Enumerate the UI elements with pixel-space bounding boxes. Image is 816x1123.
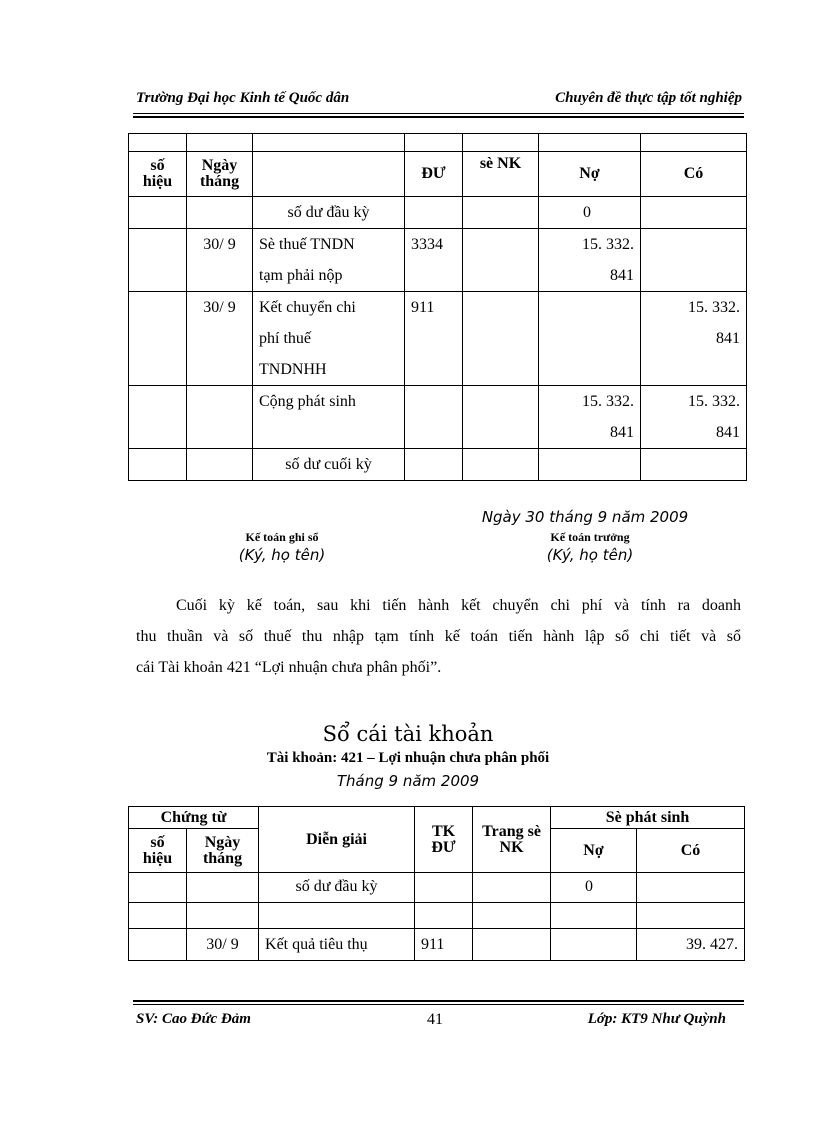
col-co: Có <box>637 829 745 873</box>
table-row <box>129 903 745 929</box>
table-header-row <box>129 807 745 829</box>
col-dien-giai <box>253 152 405 197</box>
paragraph-line: thu thuần và số thuế thu nhập tạm tính kế toán tiến hành lập sổ chi tiết và sổ <box>136 628 741 645</box>
row-credit-line: 841 <box>716 424 740 441</box>
row-desc-line: Cộng phát sinh <box>259 393 356 410</box>
row-desc-line: phí thuế <box>259 330 311 347</box>
ledger-title: Sổ cái tài khoản <box>322 722 494 746</box>
header-school: Trường Đại học Kinh tế Quốc dân <box>136 90 350 106</box>
ledger-subtitle: Tài khoản: 421 – Lợi nhuận chưa phân phối <box>266 750 550 766</box>
row-desc: số dư cuối kỳ <box>253 449 405 481</box>
ledger-table-1 <box>128 133 747 481</box>
col-se-nk: sè NK <box>463 152 539 197</box>
row-account: 911 <box>415 929 473 961</box>
row-date: 30/ 9 <box>187 929 259 961</box>
col-tk-du: TK ĐƯ <box>415 807 473 873</box>
row-debit-line: 841 <box>610 424 634 441</box>
paragraph-line: Cuối kỳ kế toán, sau khi tiến hành kết chuyển chi phí và tính ra doanh <box>176 597 741 614</box>
paragraph-line: cái Tài khoản 421 “Lợi nhuận chưa phân phối”. <box>136 659 442 676</box>
header-rule-bottom <box>133 116 744 118</box>
row-date: 30/ 9 <box>187 292 253 386</box>
signature-right-title: Kế toán trưởng <box>550 530 630 544</box>
header-topic: Chuyên đề thực tập tốt nghiệp <box>555 90 742 106</box>
table-row <box>129 197 747 229</box>
signature-date: Ngày 30 tháng 9 năm 2009 <box>481 508 689 526</box>
col-ngay-thang: Ngày tháng <box>187 152 253 197</box>
row-desc-line: tạm phải nộp <box>259 267 343 284</box>
row-desc: Kết quả tiêu thụ <box>259 929 415 961</box>
signature-right-sub: (Ký, họ tên) <box>546 546 634 564</box>
row-desc-line: TNDNHH <box>259 361 327 378</box>
row-desc-line: Kết chuyển chi <box>259 299 356 316</box>
col-du: ĐƯ <box>405 152 463 197</box>
row-credit: 39. 427. <box>637 929 745 961</box>
col-no: Nợ <box>539 152 641 197</box>
table-row <box>129 449 747 481</box>
table-row <box>129 929 745 961</box>
footer-page-number: 41 <box>427 1011 443 1028</box>
col-so-hieu: số hiệu <box>129 152 187 197</box>
row-credit-line: 15. 332. <box>688 393 740 410</box>
table-row <box>129 229 747 292</box>
row-debit-line: 15. 332. <box>582 393 634 410</box>
table-header-row <box>129 152 747 197</box>
col-ngay-thang: Ngày tháng <box>187 829 259 873</box>
row-account: 3334 <box>405 229 463 292</box>
table-row <box>129 386 747 449</box>
row-account: 911 <box>405 292 463 386</box>
signature-left-title: Kế toán ghi sổ <box>245 530 319 544</box>
ledger-period: Tháng 9 năm 2009 <box>336 772 480 790</box>
footer-rule-bottom <box>133 1004 744 1005</box>
footer-rule-top <box>133 1000 744 1002</box>
row-credit-line: 841 <box>716 330 740 347</box>
table-row <box>129 292 747 386</box>
table-row <box>129 873 745 903</box>
col-phat-sinh: Sè phát sinh <box>551 807 745 829</box>
row-desc: số dư đầu kỳ <box>253 197 405 229</box>
row-date: 30/ 9 <box>187 229 253 292</box>
row-debit: 0 <box>551 873 637 903</box>
row-debit: 0 <box>539 197 641 229</box>
col-so-hieu: số hiệu <box>129 829 187 873</box>
footer-student: SV: Cao Đức Đảm <box>136 1011 251 1027</box>
col-trang-nk: Trang sè NK <box>473 807 551 873</box>
row-credit-line: 15. 332. <box>688 299 740 316</box>
row-debit-line: 15. 332. <box>582 236 634 253</box>
row-desc-line: Sè thuế TNDN <box>259 236 355 253</box>
col-dien-giai: Diễn giải <box>259 807 415 873</box>
col-co: Có <box>641 152 747 197</box>
table-top-strip <box>129 134 747 152</box>
ledger-table-2 <box>128 806 745 961</box>
col-chung-tu: Chứng từ <box>129 807 259 829</box>
row-debit-line: 841 <box>610 267 634 284</box>
col-no: Nợ <box>551 829 637 873</box>
signature-left-sub: (Ký, họ tên) <box>238 546 326 564</box>
footer-class: Lớp: KT9 Như Quỳnh <box>587 1011 726 1027</box>
row-desc: số dư đầu kỳ <box>259 873 415 903</box>
header-rule-top <box>133 113 744 114</box>
